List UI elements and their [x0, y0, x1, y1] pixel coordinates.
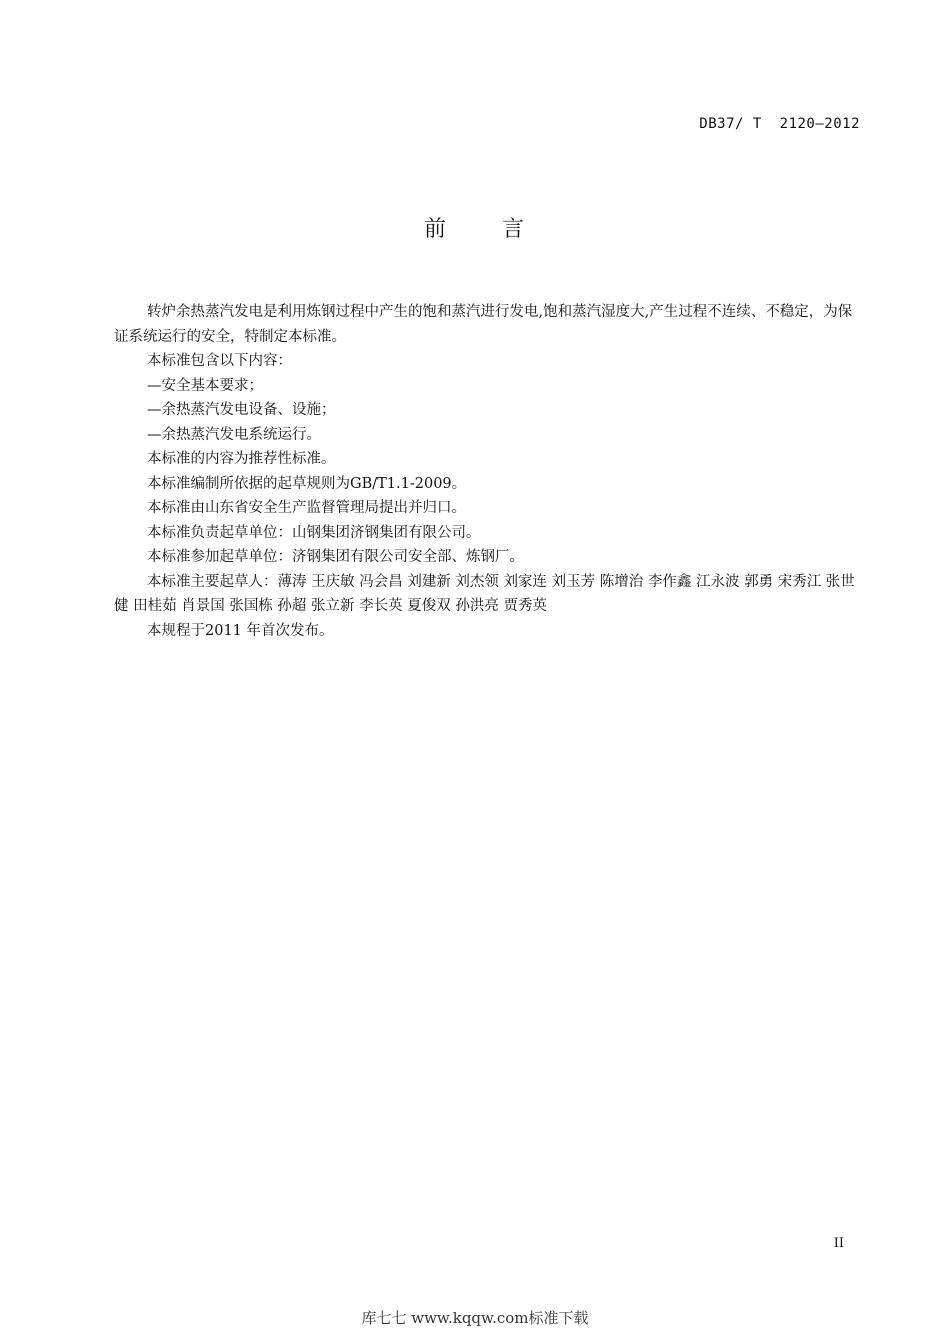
paragraph-intro: 转炉余热蒸汽发电是利用炼钢过程中产生的饱和蒸汽进行发电,饱和蒸汽湿度大,产生过程不连续、不稳定，为保证系统运行的安全，特制定本标准。 [114, 304, 853, 345]
list-item-safety-requirements: —安全基本要求； [147, 377, 263, 394]
paragraph-first-release: 本规程于2011 年首次发布。 [147, 622, 334, 639]
list-item-equipment-facilities: —余热蒸汽发电设备、设施； [147, 402, 336, 418]
footer-watermark: 库七七 www.kqqw.com标准下载 [361, 1309, 589, 1327]
foreword-body [114, 300, 864, 643]
paragraph-proposed-by: 本标准由山东省安全生产监督管理局提出并归口。 [147, 500, 466, 516]
page-number: II [833, 1236, 844, 1251]
paragraph-contents-heading: 本标准包含以下内容： [147, 353, 292, 369]
paragraph-lead-drafter-unit: 本标准负责起草单位：山钢集团济钢集团有限公司。 [147, 524, 481, 541]
paragraph-main-drafters: 本标准主要起草人：薄涛 王庆敏 冯会昌 刘建新 刘杰领 刘家连 刘玉芳 陈增治 李作鑫 江永波 郭勇 宋秀江 张世健 田桂茹 肖景国 张国栋 孙超 张立新 李长英 夏俊双 孙洪亮 贾秀英 [114, 573, 855, 614]
paragraph-drafting-rules: 本标准编制所依据的起草规则为GB/T1.1-2009。 [147, 475, 467, 492]
standard-code: DB37/ T 2120—2012 [699, 116, 860, 132]
paragraph-recommended-standard: 本标准的内容为推荐性标准。 [147, 451, 336, 467]
page-title: 前 言 [424, 217, 526, 242]
paragraph-participating-units: 本标准参加起草单位：济钢集团有限公司安全部、炼钢厂。 [147, 549, 524, 565]
list-item-system-operation: —余热蒸汽发电系统运行。 [147, 426, 321, 443]
